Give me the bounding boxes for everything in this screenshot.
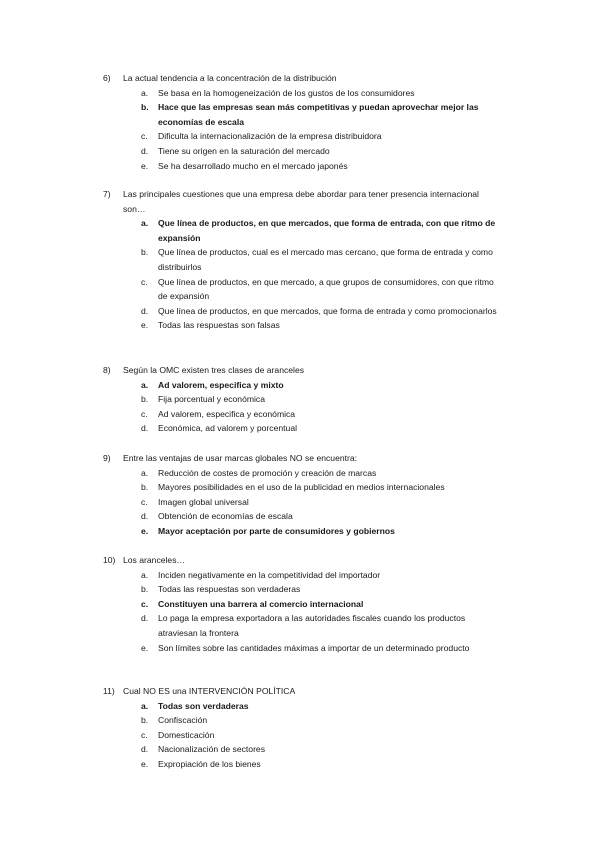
answer-option [103, 421, 503, 436]
answer-text: Obtención de economías de escala [158, 511, 293, 522]
answer-option [103, 144, 503, 159]
answer-option [103, 641, 503, 656]
answer-option [103, 728, 503, 743]
answer-text: Mayor aceptación por parte de consumidores y gobiernos [158, 525, 395, 536]
answer-text: Todas las respuestas son verdaderas [158, 584, 301, 595]
question-number: 7) [103, 189, 111, 199]
answer-option [103, 568, 503, 583]
answer-option-correct [103, 378, 503, 393]
question-9 [103, 451, 503, 539]
question-number: 9) [103, 453, 111, 463]
answer-option [103, 304, 503, 319]
answer-text: Fija porcentual y económica [158, 394, 265, 405]
question-number: 11) [103, 686, 115, 696]
answer-letter: c. [141, 496, 148, 507]
answer-letter: a. [141, 87, 149, 98]
answer-text: Económica, ad valorem y porcentual [158, 423, 298, 434]
question-text: La actual tendencia a la concentración de la distribución [123, 73, 337, 83]
answer-option [103, 407, 503, 422]
question-number: 6) [103, 73, 111, 83]
answer-text: Inciden negativamente en la competitividad del importador [158, 569, 381, 580]
answer-option-correct [103, 597, 503, 612]
answer-letter: c. [141, 408, 148, 419]
answer-option [103, 495, 503, 510]
question-10 [103, 553, 503, 655]
answer-letter: c. [141, 729, 148, 740]
question-text: Según la OMC existen tres clases de aranceles [123, 365, 305, 375]
answer-option-correct [103, 699, 503, 714]
answer-list [103, 466, 503, 539]
answer-option [103, 159, 503, 174]
answer-letter: b. [141, 715, 149, 726]
answer-option-correct [103, 524, 503, 539]
answer-text: Mayores posibilidades en el uso de la publicidad en medios internacionales [158, 482, 445, 493]
answer-text: Que línea de productos, en que mercado, a que grupos de consumidores, con que ritmo de expansión [158, 276, 494, 302]
question-6 [103, 71, 503, 173]
answer-text: Confiscación [158, 715, 208, 726]
answer-text: Nacionalización de sectores [158, 744, 266, 755]
answer-text: Dificulta la internacionalización de la empresa distribuidora [158, 131, 382, 142]
answer-option [103, 509, 503, 524]
answer-letter: e. [141, 642, 149, 653]
answer-text: Son límites sobre las cantidades máximas a importar de un determinado producto [158, 642, 470, 653]
answer-letter: b. [141, 394, 149, 405]
answer-text: Todas las respuestas son falsas [158, 320, 280, 331]
answer-letter: c. [141, 276, 148, 287]
answer-letter: e. [141, 320, 149, 331]
answer-letter: e. [141, 758, 149, 769]
answer-option [103, 742, 503, 757]
answer-option [103, 480, 503, 495]
answer-letter: a. [141, 467, 149, 478]
answer-letter: b. [141, 102, 149, 113]
answer-list [103, 216, 503, 333]
question-text: Las principales cuestiones que una empresa debe abordar para tener presencia internacional son… [123, 189, 479, 214]
answer-text: Imagen global universal [158, 496, 249, 507]
answer-text: Reducción de costes de promoción y creación de marcas [158, 467, 377, 478]
answer-letter: d. [141, 423, 149, 434]
answer-letter: d. [141, 305, 149, 316]
answer-text: Ad valorem, especifica y económica [158, 408, 296, 419]
question-7 [103, 187, 503, 333]
answer-option [103, 713, 503, 728]
answer-list [103, 86, 503, 174]
answer-option [103, 86, 503, 101]
answer-text: Ad valorem, especifica y mixto [158, 379, 284, 390]
answer-option [103, 245, 503, 274]
answer-letter: a. [141, 218, 149, 229]
answer-text: Todas son verdaderas [158, 700, 249, 711]
answer-letter: d. [141, 145, 149, 156]
answer-text: Se ha desarrollado mucho en el mercado japonés [158, 160, 348, 171]
answer-text: Tiene su origen en la saturación del mercado [158, 145, 330, 156]
answer-letter: b. [141, 482, 149, 493]
question-number: 8) [103, 365, 111, 375]
answer-letter: c. [141, 598, 149, 609]
question-11 [103, 684, 503, 772]
answer-text: Se basa en la homogeneización de los gustos de los consumidores [158, 87, 415, 98]
answer-option-correct [103, 216, 503, 245]
answer-list [103, 699, 503, 772]
answer-text: Constituyen una barrera al comercio internacional [158, 598, 364, 609]
answer-list [103, 568, 503, 656]
answer-letter: a. [141, 569, 149, 580]
answer-text: Domesticación [158, 729, 215, 740]
answer-option [103, 582, 503, 597]
answer-letter: e. [141, 525, 149, 536]
answer-text: Hace que las empresas sean más competitivas y puedan aprovechar mejor las economías de escala [158, 102, 479, 127]
answer-letter: e. [141, 160, 149, 171]
answer-option [103, 757, 503, 772]
answer-text: Que línea de productos, en que mercados, que forma de entrada y como promocionarlos [158, 305, 497, 316]
answer-option [103, 466, 503, 481]
answer-text: Que línea de productos, cual es el mercado mas cercano, que forma de entrada y como distribuirlos [158, 247, 493, 272]
answer-letter: d. [141, 511, 149, 522]
answer-text: Expropiación de los bienes [158, 758, 261, 769]
answer-option [103, 275, 503, 304]
question-number: 10) [103, 555, 116, 565]
answer-option [103, 318, 503, 333]
answer-option-correct [103, 100, 503, 129]
question-text: Los aranceles… [123, 555, 186, 565]
answer-letter: d. [141, 744, 149, 755]
answer-option [103, 392, 503, 407]
answer-text: Lo paga la empresa exportadora a las autoridades fiscales cuando los productos atraviesan la frontera [158, 613, 466, 638]
question-text: Entre las ventajas de usar marcas globales NO se encuentra: [123, 453, 358, 463]
answer-text: Que línea de productos, en que mercados, que forma de entrada, con que ritmo de expansión [158, 218, 496, 243]
question-text: Cual NO ES una INTERVENCIÓN POLÍTICA [123, 686, 296, 696]
answer-option [103, 611, 503, 640]
answer-option [103, 129, 503, 144]
answer-letter: c. [141, 131, 148, 142]
answer-list [103, 378, 503, 436]
answer-letter: a. [141, 700, 149, 711]
answer-letter: a. [141, 379, 149, 390]
answer-letter: b. [141, 247, 149, 258]
answer-letter: d. [141, 613, 149, 624]
question-8 [103, 363, 503, 436]
answer-letter: b. [141, 584, 149, 595]
